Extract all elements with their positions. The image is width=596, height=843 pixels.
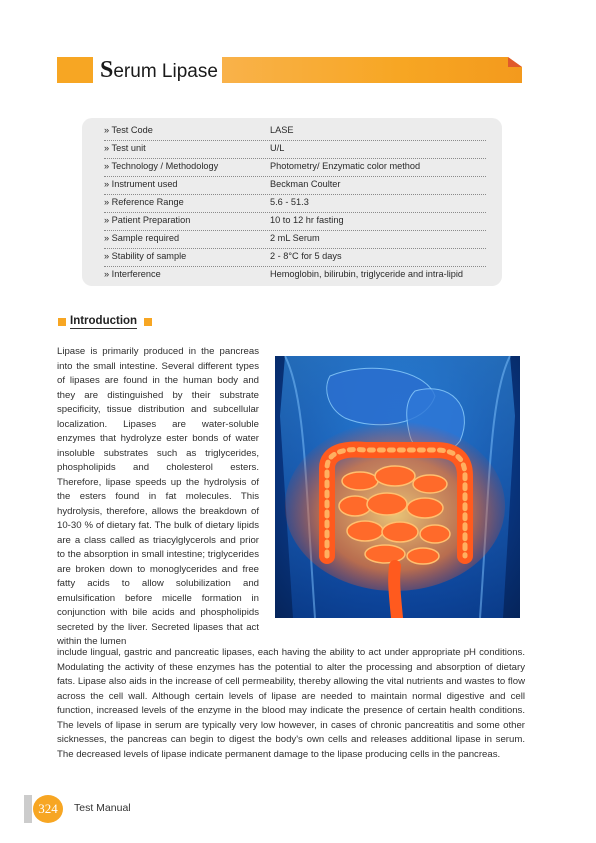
- header-fold-shadow: [508, 57, 522, 67]
- info-value: Hemoglobin, bilirubin, triglyceride and intra-lipid: [270, 269, 464, 279]
- digestive-system-graphic: [275, 356, 520, 618]
- info-label: » Interference: [104, 269, 161, 279]
- intro-paragraph-left: Lipase is primarily produced in the pancreas into the small intestine. Several different types of lipases are found in the human body and they are distinguished by their substrate specificity, tissue distribution and subcellular localization. Lipases are water-soluble enzymes that hydrolyze ester bonds of water insoluble substrates such as triglycerides, phospholipids and cholesterol esters. Therefore, lipase speeds up the hydrolysis of the esters found in fat molecules. This hydrolysis, therefore, allows the breakdown of 10-30 % of dietary fat. The bulk of dietary lipids are a class called as triacylglycerols and prior to the absorption in small intestine; triglycerides are broken down to monoglycerides and free fatty acids to allow solubilization and emulsification before micelle formation in conjunction with bile acids and phospholipids secreted by the liver. Secreted lipases that act within the lumen: [57, 346, 259, 647]
- info-value: 5.6 - 51.3: [270, 197, 309, 207]
- intro-bullet-left: [58, 318, 66, 326]
- info-value: Photometry/ Enzymatic color method: [270, 161, 421, 171]
- info-label: » Test unit: [104, 143, 146, 153]
- header-gap: [93, 57, 96, 83]
- info-row-methodology: [104, 158, 486, 177]
- info-row-test-code: [104, 122, 486, 141]
- info-label: » Reference Range: [104, 197, 184, 207]
- info-value: U/L: [270, 143, 285, 153]
- info-value: Beckman Coulter: [270, 179, 341, 189]
- info-value: 10 to 12 hr fasting: [270, 215, 344, 225]
- test-info-box: [82, 118, 502, 286]
- header-orange-bar: [222, 57, 522, 83]
- header-accent-block: [57, 57, 93, 83]
- info-row-reference-range: [104, 194, 486, 213]
- footer-label: Test Manual: [74, 802, 131, 814]
- info-row-patient-preparation: [104, 212, 486, 231]
- info-row-instrument: [104, 176, 486, 195]
- info-label: » Test Code: [104, 125, 153, 135]
- info-label: » Sample required: [104, 233, 180, 243]
- page-title-rest: erum Lipase: [113, 61, 218, 82]
- intro-heading: Introduction: [70, 315, 138, 327]
- info-row-test-unit: [104, 140, 486, 159]
- footer-side-bar: [24, 795, 32, 823]
- page-title: [100, 55, 218, 85]
- info-label: » Instrument used: [104, 179, 178, 189]
- info-value: 2 - 8°C for 5 days: [270, 251, 342, 261]
- info-row-stability: [104, 248, 486, 267]
- info-label: » Patient Preparation: [104, 215, 191, 225]
- info-row-sample-required: [104, 230, 486, 249]
- page-title-initial: S: [100, 57, 114, 83]
- info-value: LASE: [270, 125, 294, 135]
- info-label: » Technology / Methodology: [104, 161, 219, 171]
- page-number: 324: [33, 795, 63, 823]
- info-row-interference: [104, 266, 486, 284]
- digestive-system-illustration: [275, 356, 520, 618]
- info-value: 2 mL Serum: [270, 233, 320, 243]
- intro-paragraph-full: include lingual, gastric and pancreatic lipases, each having the ability to act under appropriate pH conditions. Modulating the activity of these enzymes has the potential to alter the processing and absorption of dietary fats. Lipase also aids in the increase of cell permeability, thereby allowing the vital nutrients and wastes to flow across the cell wall. Although certain levels of lipase are needed to maintain normal digestive and cell function, increased levels of the enzyme in the blood may indicate the presence of certain health conditions. The levels of lipase in serum are typically very low however, in cases of chronic pancreatitis and some other sicknesses, the pancreas can begin to digest the body's own cells and releases additional lipase in serum. The decreased levels of lipase indicate permanent damage to the lipase producing cells in the pancreas.: [57, 647, 525, 760]
- intro-bullet-right: [144, 318, 152, 326]
- info-label: » Stability of sample: [104, 251, 187, 261]
